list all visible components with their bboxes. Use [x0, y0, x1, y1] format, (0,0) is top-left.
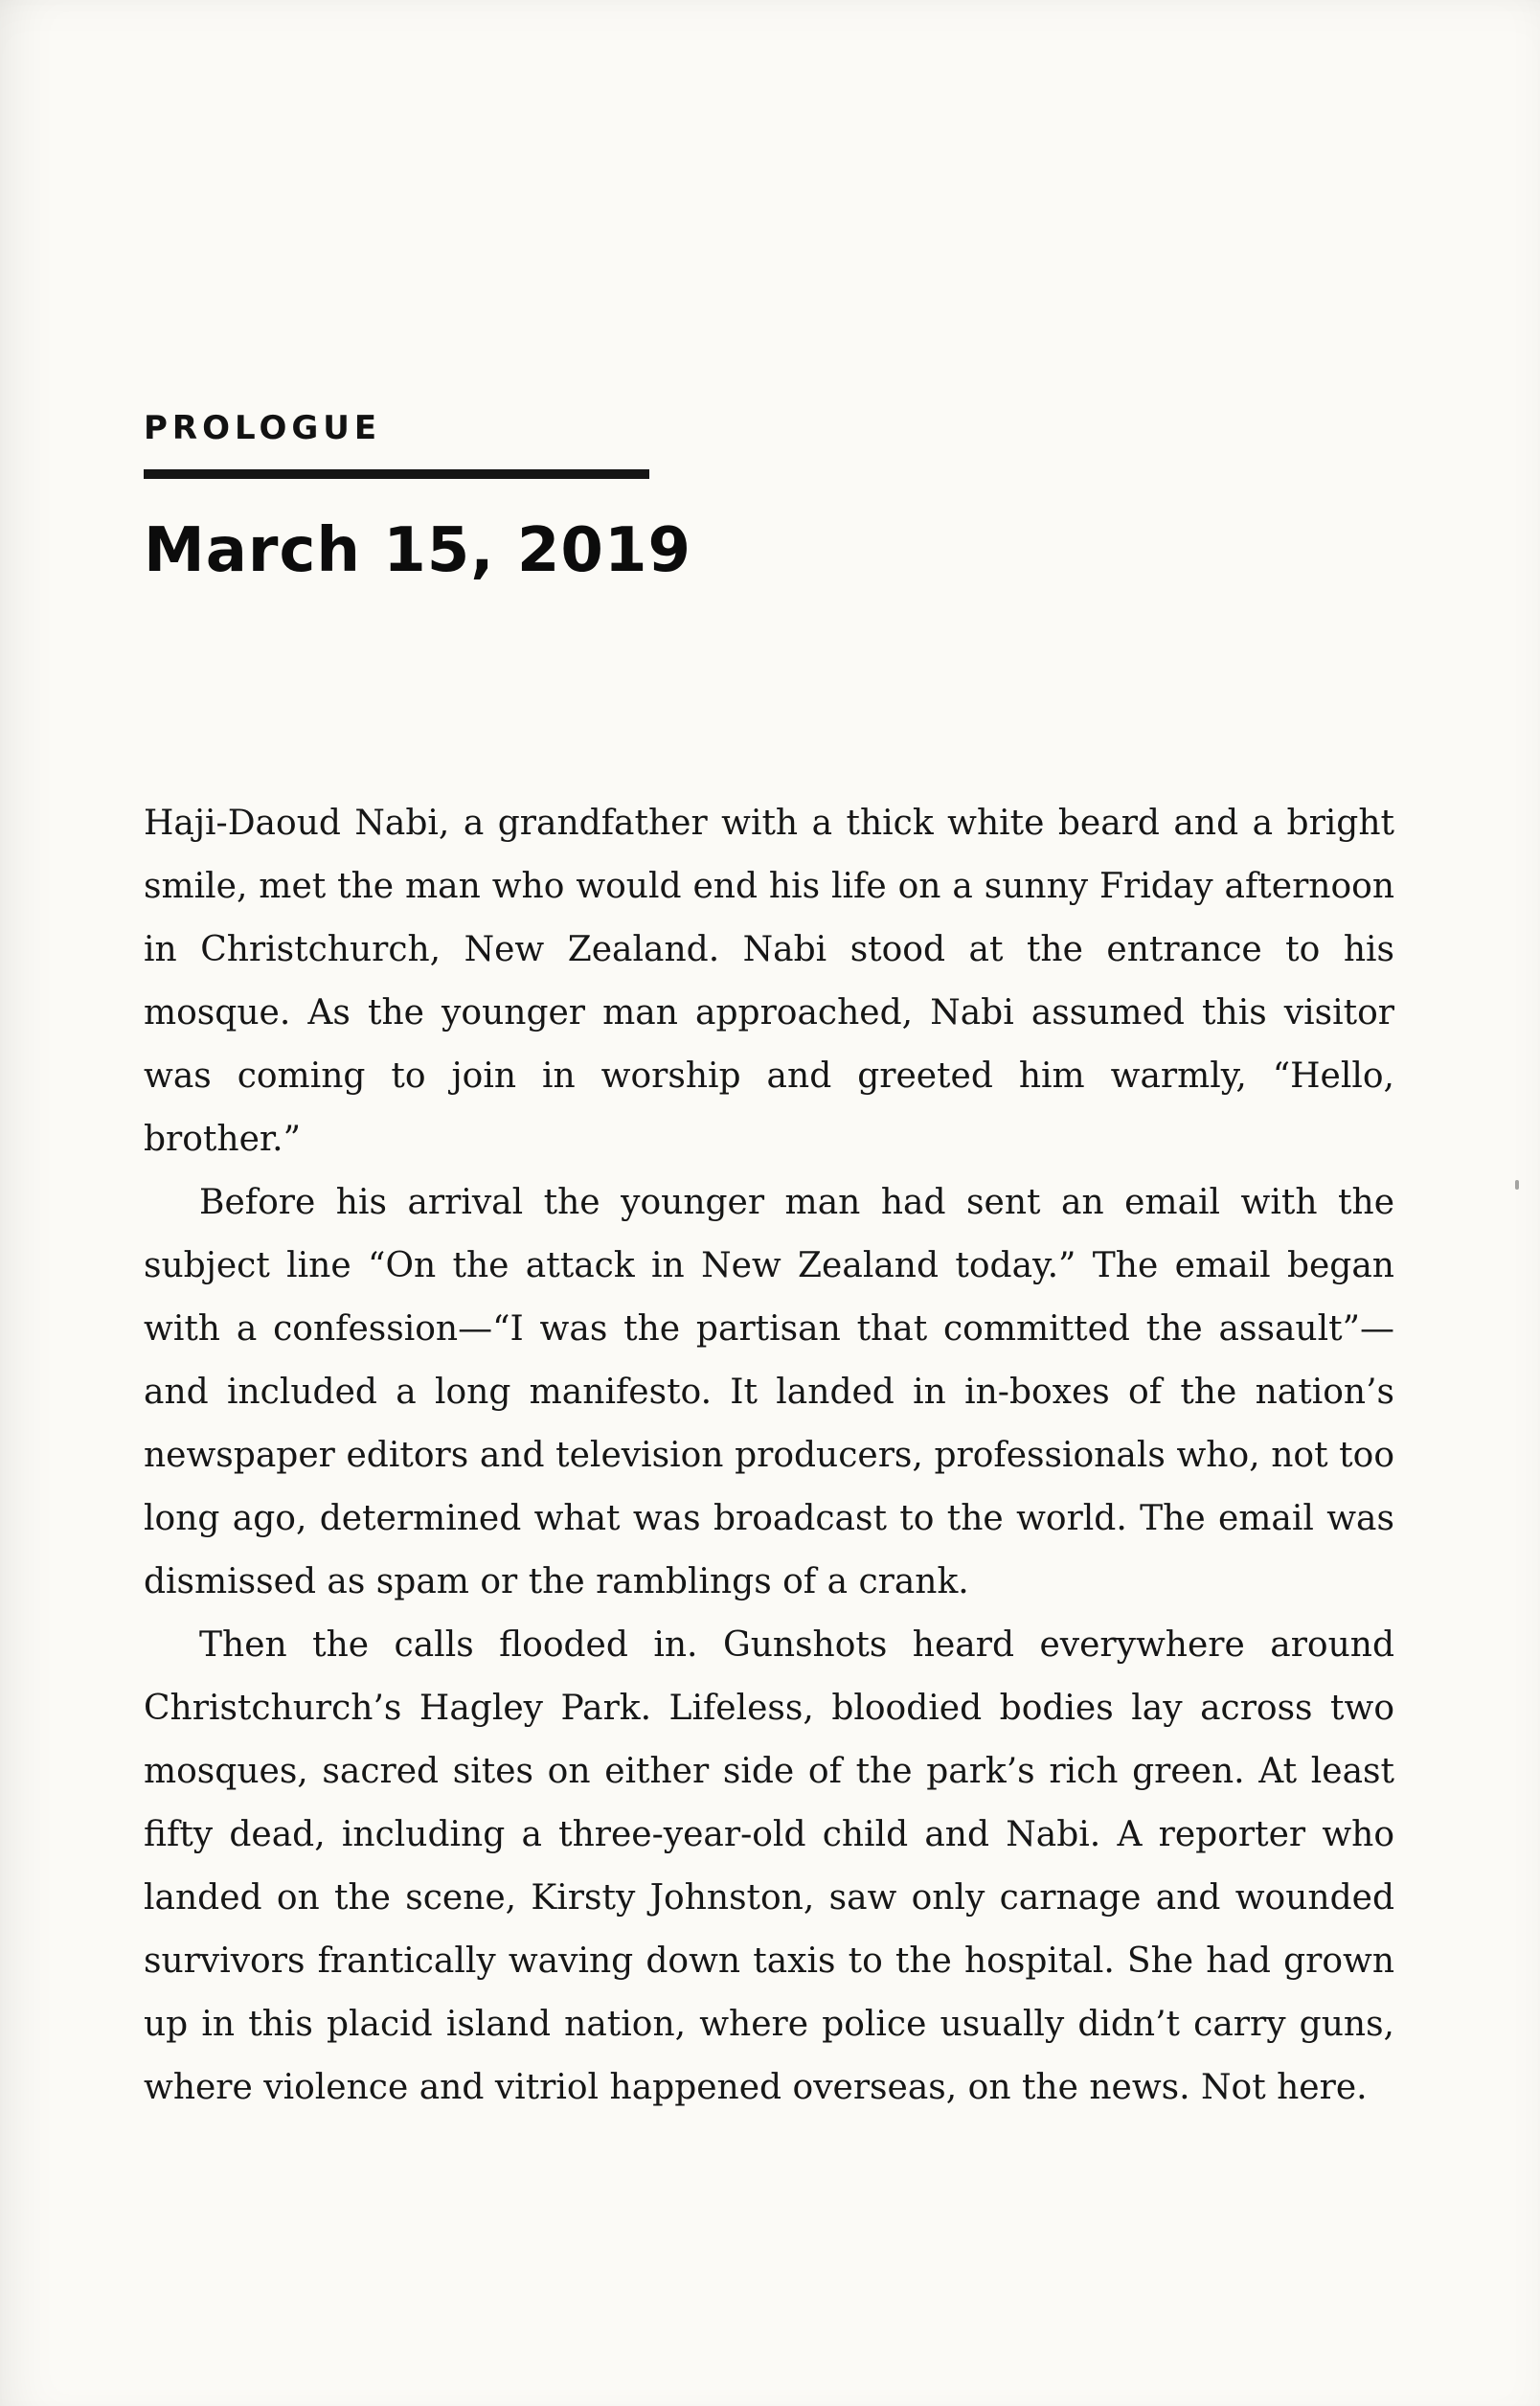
title-rule: [144, 469, 649, 479]
body-paragraph: Before his arrival the younger man had sent an email with the subject line “On the attack in New Zealand today.” The email began with a confession—“I was the partisan that committed the assault”—and included a long manifesto. It landed in in-boxes of the nation’s newspaper editors and television producers, professionals who, not too long ago, determined what was broadcast to the world. The email was dismissed as spam or the ramblings of a crank.: [144, 1182, 1394, 1601]
page-content: [144, 409, 1394, 2120]
prologue-label: PROLOGUE: [144, 409, 382, 447]
body-text: [144, 792, 1394, 2120]
body-paragraph: Haji-Daoud Nabi, a grandfather with a thick white beard and a bright smile, met the man who would end his life on a sunny Friday afternoon in Christchurch, New Zealand. Nabi stood at the entrance to his mosque. As the younger man approached, Nabi assumed this visitor was coming to join in worship and greeted him warmly, “Hello, brother.”: [144, 803, 1394, 1159]
body-paragraph: Then the calls flooded in. Gunshots heard everywhere around Christchurch’s Hagley Park. Lifeless, bloodied bodies lay across two mosques, sacred sites on either side of the park’s rich green. At least fifty dead, including a three-year-old child and Nabi. A reporter who landed on the scene, Kirsty Johnston, saw only carnage and wounded survivors frantically waving down taxis to the hospital. She had grown up in this placid island nation, where police usually didn’t carry guns, where violence and vitriol happened overseas, on the news. Not here.: [144, 1624, 1394, 2107]
scan-speck: [1515, 1180, 1519, 1190]
page-title: March 15, 2019: [144, 514, 691, 586]
